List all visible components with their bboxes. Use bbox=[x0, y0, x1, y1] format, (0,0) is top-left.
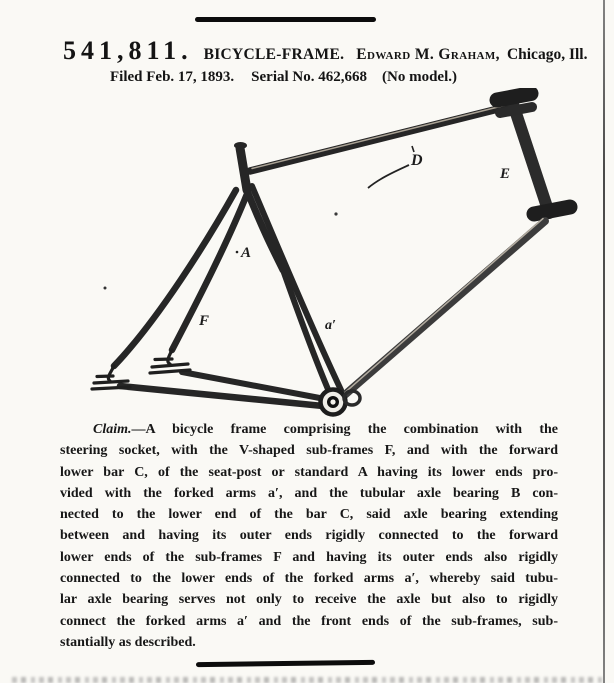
down-tube bbox=[340, 221, 545, 399]
fork-end-right-prong bbox=[155, 359, 172, 360]
fork-end-right-prong bbox=[152, 364, 188, 367]
claim-line bbox=[60, 419, 558, 440]
claim-line: lower ends of the sub-frames F and having its outer ends also rigidly bbox=[60, 549, 558, 565]
claim-dash: — bbox=[131, 422, 146, 437]
head-tube-bottom-lug bbox=[534, 207, 570, 214]
seat-socket bbox=[240, 148, 247, 190]
rear-fork-ends bbox=[92, 350, 190, 389]
axle-bearing bbox=[321, 390, 361, 415]
patent-header bbox=[63, 36, 598, 86]
figure-label-a-prime: a′ bbox=[325, 318, 336, 333]
fork-end-left-stub bbox=[108, 366, 114, 381]
patent-title: BICYCLE-FRAME. bbox=[203, 46, 345, 63]
inventor-name: Edward M. Graham, bbox=[356, 46, 500, 63]
forked-arm-left bbox=[283, 270, 330, 394]
claim-line: connected to the lower ends of the forked arms a′, whereby said tubu- bbox=[60, 571, 558, 587]
claim-line: between and having its outer ends rigidly connected to the forward bbox=[60, 528, 558, 544]
patent-number: 541,811. bbox=[63, 36, 193, 65]
figure-label-F: F bbox=[199, 313, 210, 329]
claim-line: lar axle bearing serves not only to receive the axle but also to rigidly bbox=[60, 592, 558, 608]
head-tube bbox=[512, 101, 549, 213]
filing-date: Filed Feb. 17, 1893. bbox=[110, 69, 235, 85]
fork-end-left-prong bbox=[94, 381, 128, 383]
claim-lead: Claim. bbox=[93, 422, 132, 437]
head-tube-top-lug bbox=[497, 94, 531, 101]
cut-off-next-entry bbox=[12, 677, 604, 683]
forked-arm-right bbox=[252, 186, 341, 390]
inventor-location: Chicago, Ill. bbox=[506, 46, 588, 63]
down-tube-highlight bbox=[341, 219, 543, 397]
section-divider-bottom bbox=[196, 660, 375, 667]
chain-stay-outer bbox=[120, 386, 323, 406]
claim-line: vided with the forked arms a′, and the tubular axle bearing B con- bbox=[60, 485, 558, 501]
top-tube-highlight bbox=[252, 106, 504, 169]
header-line-1 bbox=[63, 36, 598, 66]
claim-line: connect the forked arms a′ and the front ends of the sub-frames, sub- bbox=[60, 613, 558, 629]
axle-bearing-hole bbox=[330, 399, 335, 404]
claim-line: stantially as described. bbox=[60, 634, 196, 650]
figure-label-D: D bbox=[411, 152, 423, 169]
claim-text: A bicycle frame comprising the combination with the bbox=[145, 422, 558, 437]
header-line-2 bbox=[63, 69, 598, 86]
claim-line: lower bar C, of the seat-post or standard A having its lower ends pro- bbox=[60, 464, 558, 480]
figure-label-A: A bbox=[241, 245, 252, 261]
speck bbox=[104, 287, 107, 290]
speck bbox=[334, 212, 337, 215]
fork-end-left-prong bbox=[97, 376, 113, 377]
model-note: (No model.) bbox=[382, 69, 457, 85]
top-tube bbox=[250, 107, 506, 171]
label-d-leader bbox=[368, 165, 409, 188]
serial-number: Serial No. 462,668 bbox=[251, 69, 367, 85]
claim-paragraph bbox=[60, 419, 558, 653]
claim-line: steering socket, with the V-shaped sub-frames F, and with the forward bbox=[60, 443, 558, 459]
figure-label-E: E bbox=[500, 166, 511, 182]
head-tube-top-collar bbox=[500, 107, 532, 113]
fork-end-left-prong bbox=[92, 387, 130, 389]
fork-end-right-stub bbox=[168, 350, 172, 364]
seat-socket-cap bbox=[234, 142, 247, 149]
claim-line: nected to the lower end of the bar C, said axle bearing extending bbox=[60, 507, 558, 523]
section-divider-top bbox=[195, 17, 376, 22]
seat-post bbox=[246, 188, 283, 270]
patent-figure-bicycle-frame bbox=[0, 88, 614, 424]
frame-tubes bbox=[114, 94, 570, 407]
speck bbox=[236, 251, 239, 254]
